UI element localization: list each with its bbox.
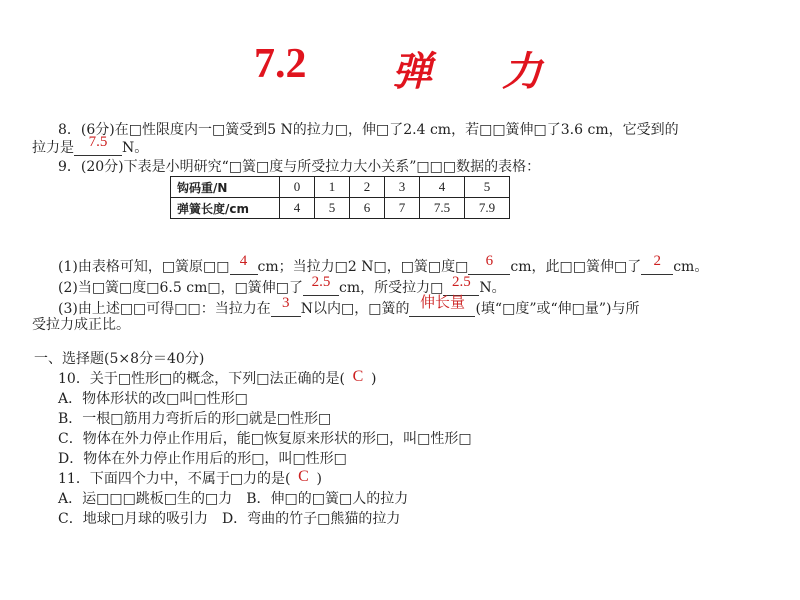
q8-answer: 7.5 [88, 134, 108, 150]
table-cell: 7.9 [465, 198, 510, 219]
table-header-length: 弹簧长度/cm [171, 198, 280, 219]
q11-answer: C [298, 468, 309, 485]
q9-p2-answer1: 2.5 [311, 274, 331, 290]
q10-option-b: B．一根□筋用力弯折后的形□就是□性形□ [58, 411, 332, 427]
q10-option-c: C．物体在外力停止作用后，能□恢复原来形状的形□，叫□性形□ [58, 431, 472, 447]
table-cell: 4 [420, 177, 465, 198]
q9-p3-text: (3)由上述□□可得□□：当拉力在 [58, 301, 271, 317]
q9-p1-answer2: 6 [485, 253, 494, 269]
table-cell: 3 [385, 177, 420, 198]
q8-prefix: 拉力是 [32, 140, 74, 156]
q8-line1: 8．(6分)在□性限度内一□簧受到5 N的拉力□，伸□了2.4 cm，若□□簧伸□了3.6 cm，它受到的 [58, 122, 679, 138]
table-cell: 5 [315, 198, 350, 219]
q8-line2 [32, 134, 149, 157]
q8-blank [74, 134, 122, 156]
q11-close: ) [316, 471, 322, 487]
q9-p2-text: (2)当□簧□度□6.5 cm□，□簧伸□了 [58, 280, 304, 296]
q9-part3-line2: 受拉力成正比。 [32, 317, 130, 333]
table-cell: 4 [280, 198, 315, 219]
q9-part3 [58, 295, 640, 318]
q9-p1-answer3: 2 [653, 253, 661, 269]
q9-p2-blank2 [443, 274, 479, 296]
table-cell: 1 [315, 177, 350, 198]
table-row [171, 177, 510, 198]
q9-p1-blank2 [468, 253, 510, 275]
title-number: 7.2 [254, 41, 307, 87]
title-char-2: 力 [502, 49, 542, 95]
q10-stem-text: 10．关于□性形□的概念，下列□法正确的是( [58, 371, 345, 387]
q11-stem [58, 470, 322, 488]
q9-p1-text: cm，此□□簧伸□了 [510, 259, 642, 275]
q9-p1-text: cm。 [673, 259, 709, 275]
q9-p3-text: (填“□度”或“伸□量”)与所 [475, 301, 640, 317]
q9-p2-blank1 [303, 274, 339, 296]
table-cell: 5 [465, 177, 510, 198]
q9-p2-text: N。 [479, 280, 506, 296]
q10-answer: C [352, 368, 364, 385]
q11-option-cd: C．地球□月球的吸引力 D．弯曲的竹子□熊猫的拉力 [58, 511, 401, 527]
q9-p3-answer2: 伸长量 [419, 295, 465, 311]
q8-suffix: N。 [122, 140, 149, 156]
q11-stem-text: 11．下面四个力中，不属于□力的是( [58, 471, 291, 487]
section-heading: 一、选择题(5×8分＝40分) [34, 351, 205, 367]
table-row [171, 198, 510, 219]
q10-option-d: D．物体在外力停止作用后的形□，叫□性形□ [58, 451, 347, 467]
q9-p1-text: (1)由表格可知，□簧原□□ [58, 259, 230, 275]
q9-p2-answer2: 2.5 [452, 274, 471, 290]
table-cell: 6 [350, 198, 385, 219]
q9-p3-blank1 [271, 295, 301, 317]
q9-p2-text: cm，所受拉力□ [339, 280, 444, 296]
table-cell: 7.5 [420, 198, 465, 219]
q9-part1 [58, 253, 709, 276]
q9-p1-text: cm；当拉力□2 N□，□簧□度□ [257, 259, 469, 275]
q9-intro: 9．(20分)下表是小明研究“□簧□度与所受拉力大小关系”□□□数据的表格： [58, 159, 541, 175]
table-header-weight: 钩码重/N [171, 177, 280, 198]
table-cell: 7 [385, 198, 420, 219]
data-table [170, 176, 510, 219]
q9-p3-blank2 [409, 295, 475, 317]
q9-p3-text: N以内□，□簧的 [300, 301, 410, 317]
q9-p3-answer1: 3 [282, 295, 290, 311]
q9-p1-blank3 [641, 253, 673, 275]
q10-option-a: A．物体形状的改□叫□性形□ [58, 391, 248, 407]
q11-option-ab: A．运□□□跳板□生的□力 B．伸□的□簧□人的拉力 [58, 491, 409, 507]
q9-p1-answer1: 4 [239, 253, 248, 269]
q9-p1-blank1 [230, 253, 258, 275]
q10-stem [58, 370, 376, 388]
page-title [0, 40, 800, 100]
table-cell: 2 [350, 177, 385, 198]
table-cell: 0 [280, 177, 315, 198]
title-char-1: 弹 [392, 49, 432, 95]
q10-close: ) [370, 371, 377, 387]
